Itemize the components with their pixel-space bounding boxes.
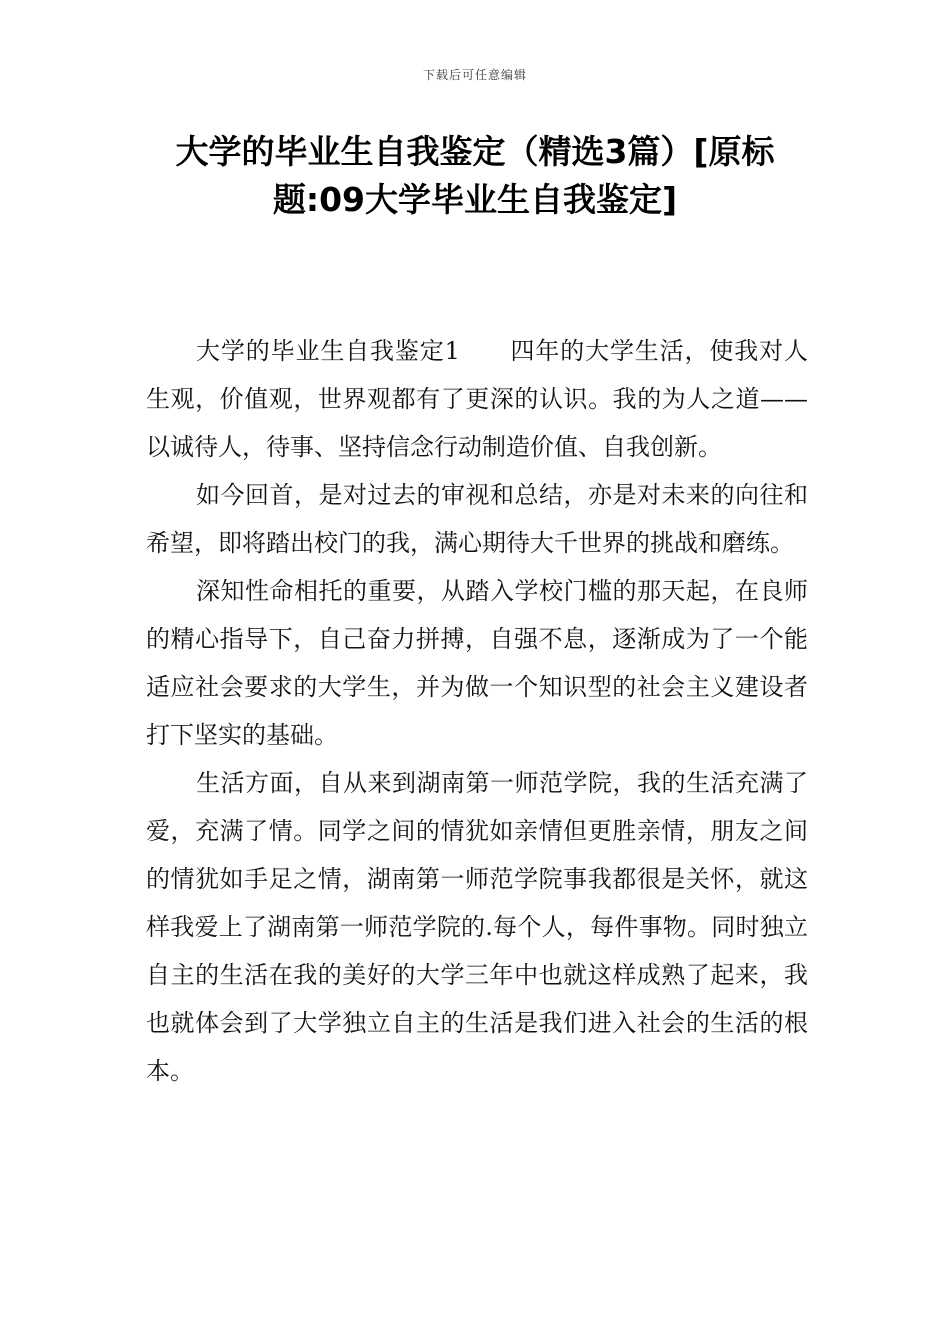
document-title (120, 128, 830, 224)
header-note: 下载后可任意编辑 (422, 68, 527, 82)
paragraph-1: 大学的毕业生自我鉴定1 四年的大学生活，使我对人生观，价值观，世界观都有了更深的认识。我的为人之道——以诚待人，待事、坚持信念行动制造价值、自我创新。 (146, 337, 808, 461)
title-line-1: 大学的毕业生自我鉴定（精选3篇）[原标 (175, 132, 775, 171)
title-line-2: 题:09大学毕业生自我鉴定] (272, 180, 678, 219)
paragraph-3: 深知性命相托的重要，从踏入学校门槛的那天起，在良师的精心指导下，自己奋力拼搏，自强不息，逐渐成为了一个能适应社会要求的大学生，并为做一个知识型的社会主义建设者打下坚实的基础。 (146, 577, 808, 749)
paragraph-2: 如今回首，是对过去的审视和总结，亦是对未来的向往和希望，即将踏出校门的我，满心期待大千世界的挑战和磨练。 (146, 481, 808, 557)
document-body (146, 327, 808, 1095)
paragraph-4: 生活方面，自从来到湖南第一师范学院，我的生活充满了爱，充满了情。同学之间的情犹如亲情但更胜亲情，朋友之间的情犹如手足之情，湖南第一师范学院事我都很是关怀，就这样我爱上了湖南第一师范学院的.每个人，每件事物。同时独立自主的生活在我的美好的大学三年中也就这样成熟了起来，我也就体会到了大学独立自主的生活是我们进入社会的生活的根本。 (146, 769, 808, 1085)
